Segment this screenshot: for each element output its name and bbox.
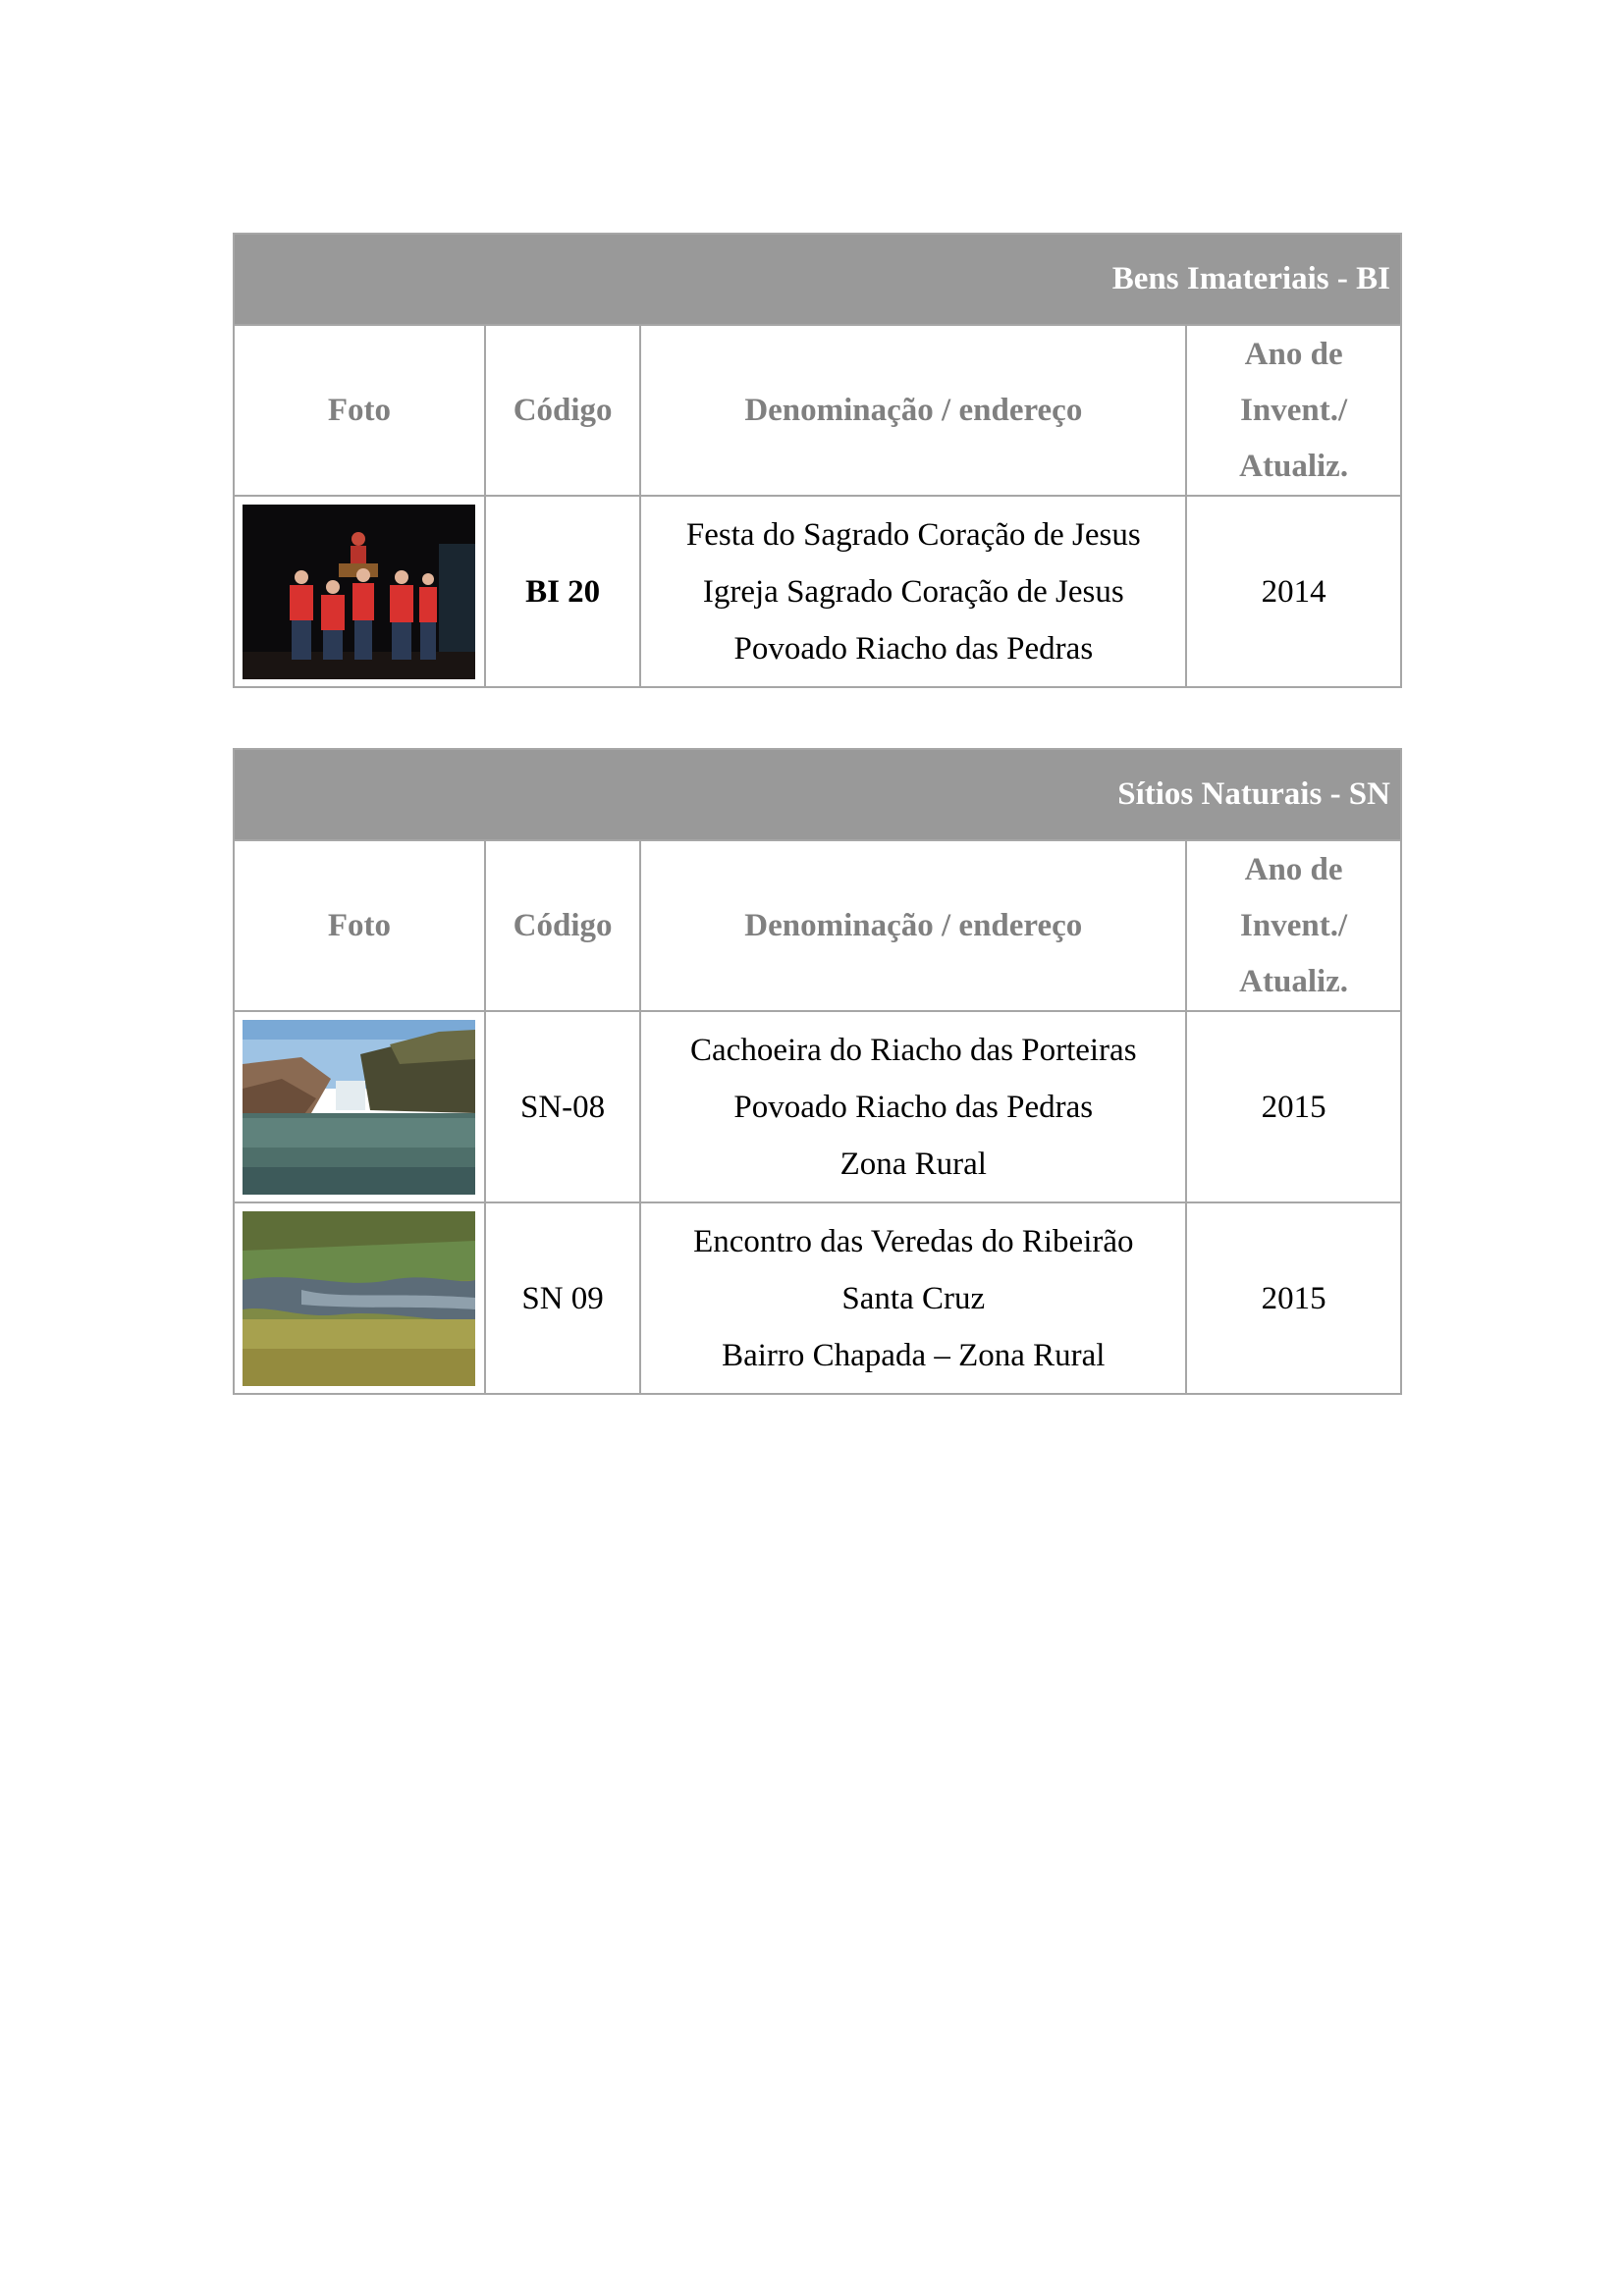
year-cell: 2014	[1186, 496, 1401, 687]
sitios-naturais-table	[233, 748, 1402, 1395]
denomination-line: Igreja Sagrado Coração de Jesus	[702, 573, 1124, 610]
code-cell: SN-08	[485, 1011, 641, 1202]
denomination-cell	[640, 1011, 1186, 1202]
table-row	[234, 1202, 1401, 1394]
header-ano	[1186, 325, 1401, 496]
denomination-line: Cachoeira do Riacho das Porteiras	[690, 1032, 1137, 1068]
header-ano	[1186, 840, 1401, 1011]
header-denominacao: Denominação / endereço	[640, 840, 1186, 1011]
header-foto: Foto	[234, 325, 485, 496]
stream-photo	[243, 1211, 475, 1386]
denomination-line: Bairro Chapada – Zona Rural	[722, 1337, 1106, 1373]
code-cell: BI 20	[485, 496, 641, 687]
denomination-cell	[640, 496, 1186, 687]
header-ano-line: Ano de	[1244, 851, 1343, 887]
header-ano-line: Atualiz.	[1239, 963, 1349, 999]
denomination-cell	[640, 1202, 1186, 1394]
header-ano-line: Invent./	[1240, 907, 1348, 943]
header-ano-line: Invent./	[1240, 392, 1348, 428]
table-title: Sítios Naturais - SN	[234, 749, 1401, 840]
table-row	[234, 496, 1401, 687]
denomination-line: Festa do Sagrado Coração de Jesus	[685, 516, 1141, 553]
year-cell: 2015	[1186, 1202, 1401, 1394]
code-cell: SN 09	[485, 1202, 641, 1394]
header-codigo: Código	[485, 840, 641, 1011]
denomination-line: Povoado Riacho das Pedras	[733, 1089, 1094, 1125]
header-ano-line: Ano de	[1244, 336, 1343, 372]
festival-photo	[243, 505, 475, 679]
photo-cell	[234, 496, 485, 687]
denomination-line: Povoado Riacho das Pedras	[733, 630, 1094, 667]
denomination-line: Santa Cruz	[841, 1280, 986, 1316]
header-ano-line: Atualiz.	[1239, 448, 1349, 484]
denomination-line: Zona Rural	[839, 1146, 987, 1182]
header-denominacao: Denominação / endereço	[640, 325, 1186, 496]
header-codigo: Código	[485, 325, 641, 496]
denomination-line: Encontro das Veredas do Ribeirão	[693, 1223, 1134, 1259]
year-cell: 2015	[1186, 1011, 1401, 1202]
table-row	[234, 1011, 1401, 1202]
bens-imateriais-table	[233, 233, 1402, 688]
header-foto: Foto	[234, 840, 485, 1011]
photo-cell	[234, 1011, 485, 1202]
photo-cell	[234, 1202, 485, 1394]
table-title: Bens Imateriais - BI	[234, 234, 1401, 325]
waterfall-photo	[243, 1020, 475, 1195]
